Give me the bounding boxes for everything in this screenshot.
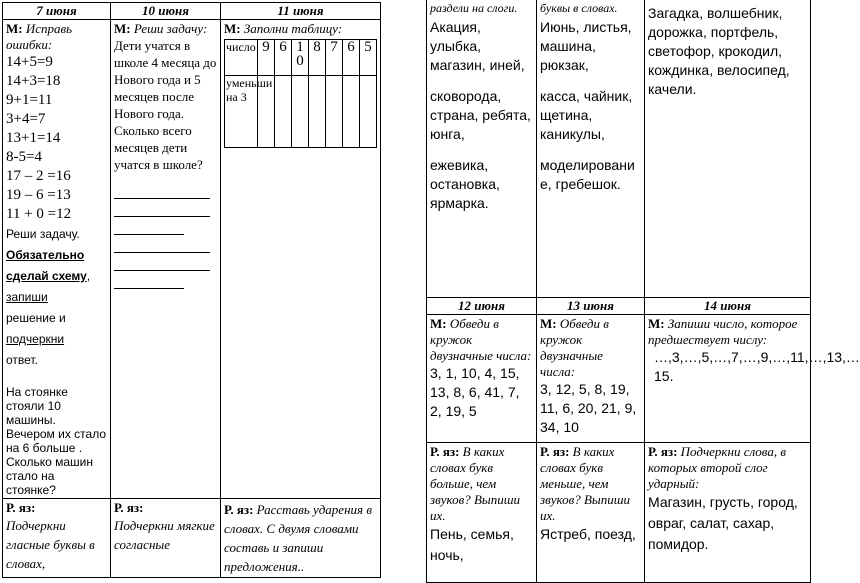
answer-line	[114, 181, 210, 199]
math-cell-7-june	[3, 20, 111, 499]
day-header-11-june: 11 июня	[221, 3, 381, 20]
number-cell: 9	[258, 40, 275, 76]
answer-line	[114, 199, 210, 217]
task-instruction: Реши задачу.	[6, 227, 80, 241]
task-prefix: М:	[430, 316, 447, 331]
word-list: Ястреб, поезд,	[540, 526, 636, 542]
russian-cell-14-june	[645, 443, 811, 583]
word-group: сковорода, страна, ребята, юнга,	[430, 88, 531, 142]
task-heading: раздели на слоги.	[430, 1, 518, 15]
word-group: Июнь, листья, машина, рюкзак,	[540, 19, 632, 73]
russian-cell-11-june	[221, 499, 381, 578]
number-list: 3, 1, 10, 4, 15, 13, 8, 6, 41, 7, 2, 19, 5	[430, 365, 520, 419]
syllable-task-cell	[427, 0, 537, 298]
task-prefix: Р. яз:	[430, 444, 460, 459]
word-list: Загадка, волшебник, дорожка, портфель, светофор, крокодил, кождинка, велосипед, качели.	[648, 5, 790, 97]
day-header-10-june: 10 июня	[111, 3, 221, 20]
task-prefix: Р. яз:	[6, 500, 36, 515]
equation-list	[6, 53, 107, 224]
task-text: В каких словах букв меньше, чем звуков? Выпиши их.	[540, 444, 631, 523]
task-text: Подчеркни слова, в которых второй слог ударный:	[648, 444, 786, 491]
left-page	[0, 0, 384, 574]
number-cell: 8	[309, 40, 326, 76]
equation: 14+5=9	[6, 54, 53, 70]
task-prefix: Р. яз:	[114, 500, 144, 515]
word-group: ежевика, остановка, ярмарка.	[430, 157, 500, 211]
underlined-text: подчеркни	[6, 332, 65, 346]
answer-line	[114, 235, 210, 253]
answer-lines	[114, 181, 217, 289]
answer-line	[114, 271, 184, 289]
equation: 19 – 6 =13	[6, 187, 71, 203]
task-text: Подчеркни мягкие согласные	[114, 518, 215, 552]
word-list: Пень, семья, ночь,	[430, 526, 514, 563]
task-text: Обведи в кружок двузначные числа:	[430, 316, 532, 363]
word-group: моделирование, гребешок.	[540, 157, 635, 192]
word-group: касса, чайник, щетина, каникулы,	[540, 88, 633, 142]
task-text: Обведи в кружок двузначные числа:	[540, 316, 609, 379]
letters-task-cell	[537, 0, 645, 298]
day-header-13-june: 13 июня	[537, 298, 645, 315]
equation: 8-5=4	[6, 149, 42, 165]
math-cell-14-june	[645, 315, 860, 443]
task-title: Заполни таблицу:	[243, 21, 343, 36]
task-title: Реши задачу:	[133, 21, 208, 36]
equation: 3+4=7	[6, 111, 46, 127]
word-problem: На стоянке стояли 10 машины. Вечером их стало на 6 больше . Сколько машин стало на стоянке?	[6, 385, 107, 497]
empty-answer-cell[interactable]	[343, 76, 360, 148]
instruction-text: решение и	[6, 311, 66, 325]
number-sequence: …,3,…,5,…,7,…,9,…,11,…,13,…15.	[654, 349, 860, 384]
number-cell: 6	[275, 40, 292, 76]
word-problem: Дети учатся в школе 4 месяца до Нового года и 5 месяцев после Нового года. Сколько всего месяцев дети учатся в школе?	[114, 38, 217, 172]
row-label: число	[225, 40, 258, 76]
task-prefix: М:	[224, 21, 241, 36]
math-cell-12-june	[427, 315, 537, 443]
left-schedule-table	[2, 2, 381, 578]
empty-answer-cell[interactable]	[360, 76, 377, 148]
answer-line	[114, 253, 210, 271]
underlined-text: запиши	[6, 290, 48, 304]
equation: 13+1=14	[6, 130, 61, 146]
day-header-14-june: 14 июня	[645, 298, 811, 315]
right-page	[426, 0, 860, 571]
math-cell-11-june	[221, 20, 381, 499]
task-text: Запиши число, которое предшествует числу:	[648, 316, 798, 347]
day-header-12-june: 12 июня	[427, 298, 537, 315]
number-cell: 7	[326, 40, 343, 76]
math-cell-13-june	[537, 315, 645, 443]
punctuation: ,	[86, 269, 91, 283]
emphasis-text: Обязательно	[6, 248, 85, 262]
number-cell: 6	[343, 40, 360, 76]
russian-cell-12-june	[427, 443, 537, 583]
equation: 9+1=11	[6, 92, 53, 108]
instruction-text: ответ.	[6, 353, 38, 367]
word-group: Акация, улыбка, магазин, иней,	[430, 19, 525, 73]
task-text: Расставь ударения в словах. С двумя словами составь и запиши предложения..	[224, 502, 372, 574]
empty-answer-cell[interactable]	[309, 76, 326, 148]
task-prefix: Р. яз:	[648, 444, 678, 459]
equation: 14+3=18	[6, 73, 61, 89]
russian-cell-10-june	[111, 499, 221, 578]
fill-in-table	[224, 39, 377, 148]
equation: 17 – 2 =16	[6, 168, 71, 184]
math-cell-10-june	[111, 20, 221, 499]
task-heading: буквы в словах.	[540, 1, 618, 15]
answer-line	[114, 217, 184, 235]
word-list: Магазин, грусть, город, овраг, салат, сахар, помидор.	[648, 494, 798, 552]
task-text: В каких словах букв больше, чем звуков? Выпиши их.	[430, 444, 521, 523]
task-prefix: М:	[648, 316, 665, 331]
russian-cell-13-june	[537, 443, 645, 583]
task-prefix: М:	[114, 21, 131, 36]
number-cell: 5	[360, 40, 377, 76]
day-header-7-june: 7 июня	[3, 3, 111, 20]
task-prefix: Р. яз:	[224, 502, 254, 517]
russian-cell-7-june	[3, 499, 111, 578]
word-list-cell	[645, 0, 811, 298]
number-list: 3, 12, 5, 8, 19, 11, 6, 20, 21, 9, 34, 10	[540, 381, 637, 435]
task-text: Подчеркни гласные буквы в словах,	[6, 518, 95, 571]
right-top-table	[426, 0, 860, 583]
equation: 11 + 0 =12	[6, 206, 72, 222]
task-prefix: М:	[540, 316, 557, 331]
task-prefix: Р. яз:	[540, 444, 570, 459]
emphasis-text: сделай схему	[6, 269, 87, 283]
empty-answer-cell[interactable]	[292, 76, 309, 148]
task-title: Исправь ошибки:	[6, 21, 73, 52]
empty-answer-cell[interactable]	[326, 76, 343, 148]
task-prefix: М:	[6, 21, 23, 36]
row-label: уменьши на 3	[225, 76, 258, 148]
empty-answer-cell[interactable]	[275, 76, 292, 148]
number-cell: 10	[292, 40, 309, 76]
